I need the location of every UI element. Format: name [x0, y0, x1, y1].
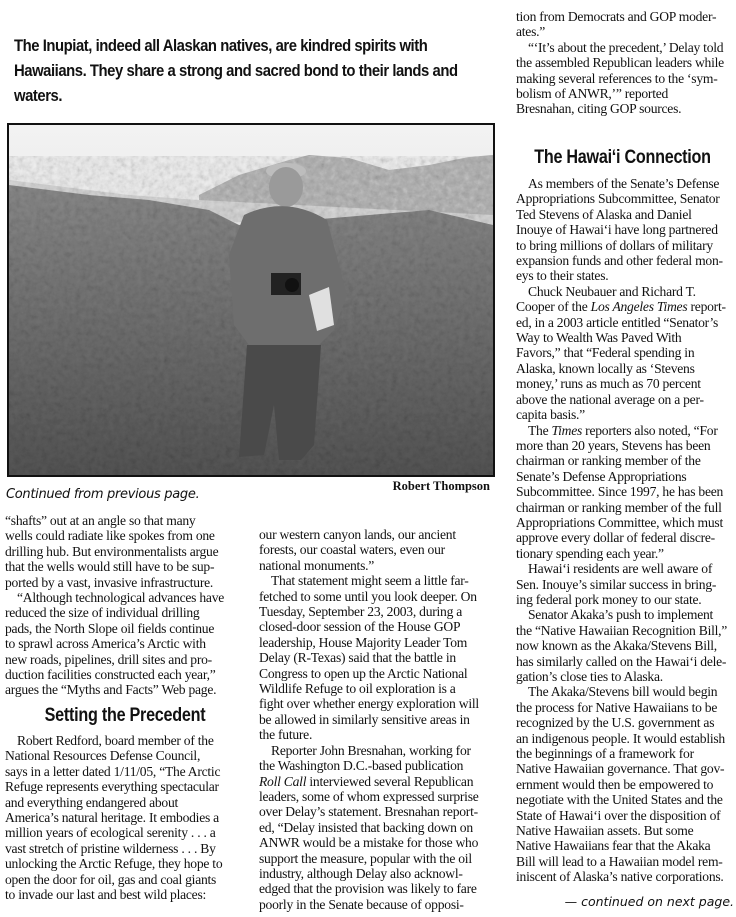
text-line: Reporter John Bresnahan, working for	[271, 742, 471, 758]
text-line: the future.	[259, 727, 313, 743]
trousers	[239, 345, 321, 460]
text-line: making several references to the ‘sym-	[516, 70, 718, 86]
text-line: and everything endangered about	[5, 794, 179, 810]
text-line: fetched to some until you look deeper. On	[259, 588, 477, 604]
text-line: money,’ runs as much as 70 percent	[516, 376, 701, 392]
text-line: Senate’s Defense Appropriations	[516, 468, 687, 484]
text-line: has similarly called on the Hawai‘i dele-	[516, 653, 727, 669]
text-line: Ted Stevens of Alaska and Daniel	[516, 206, 692, 222]
text-line: Sen. Inouye’s similar success in bring-	[516, 576, 717, 592]
text-line: now known as the Akaka/Stevens Bill,	[516, 638, 717, 654]
pull-quote-line: Hawaiians. They share a strong and sacred bond to their lands and	[14, 62, 458, 80]
text-line: our western canyon lands, our ancient	[259, 527, 456, 542]
text-line: open the door for oil, gas and coal giants	[5, 871, 217, 887]
face	[269, 167, 303, 207]
article-column-1-continued	[5, 733, 245, 902]
text-line: the “Native Hawaiian Recognition Bill,”	[516, 622, 728, 638]
pull-quote	[14, 34, 487, 109]
text-line: ates.”	[516, 24, 546, 40]
article-column-3-continued	[516, 176, 736, 885]
text-line: Congress to open up the Arctic National	[259, 665, 468, 681]
text-line: argues the “Myths and Facts” Web page.	[5, 682, 217, 698]
text-line: wells could radiate like spokes from one	[5, 528, 215, 544]
text-line: Appropriations Committee, which must	[516, 514, 723, 530]
text-line: Hawai‘i residents are well aware of	[528, 561, 713, 577]
photo-credit: Robert Thompson	[392, 479, 490, 493]
continued-next-label: — continued on next page.	[564, 894, 734, 909]
text-line: pads, the North Slope oil fields continue	[5, 620, 215, 636]
text-line: Alaska, known locally as ‘Stevens	[516, 360, 695, 376]
text-line: Way to Wealth Was Paved With	[516, 330, 682, 346]
photo-image	[9, 125, 493, 475]
text-line: Appropriations Subcommittee, Senator	[516, 191, 720, 207]
text-line: ed, “Delay insisted that backing down on	[259, 819, 473, 835]
text-line: iniscent of Alaska’s native corporations.	[516, 869, 724, 885]
text-line: unlocking the Arctic Refuge, they hope to	[5, 856, 223, 872]
text-line: million years of ecological serenity . . . a	[5, 825, 216, 841]
text-line: That statement might seem a little far-	[271, 573, 469, 589]
text-line: approve every dollar of federal discre-	[516, 530, 715, 546]
text-line: Refuge represents everything spectacular	[5, 779, 219, 795]
text-line: that the wells would still have to be sup-	[5, 559, 215, 575]
text-line: chairman or ranking member of the full	[516, 499, 722, 515]
text-span: Cooper of the	[516, 299, 591, 315]
section-heading-hawaii-connection: The Hawai‘i Connection	[534, 147, 711, 168]
publication-name: Los Angeles Times	[590, 299, 688, 315]
text-line: Tuesday, September 23, 2003, during a	[259, 604, 463, 620]
text-line: eys to their states.	[516, 268, 609, 284]
text-line: Native Hawaiian governance. That gov-	[516, 761, 725, 777]
text-line: The Akaka/Stevens bill would begin	[528, 684, 718, 700]
text-line: industry, although Delay also acknowl-	[259, 865, 463, 881]
text-line	[516, 423, 736, 438]
text-line: chairman or ranking member of the	[516, 453, 701, 469]
text-line: National Resources Defense Council,	[5, 748, 201, 764]
text-line: ernment would then be empowered to	[516, 776, 714, 792]
photo-man-in-tundra	[7, 123, 495, 477]
text-line: negotiate with the United States and the	[516, 792, 723, 808]
continued-from-label: Continued from previous page.	[6, 487, 200, 502]
text-line: to invade our last and best wild places:	[5, 887, 207, 903]
text-line: edged that the provision was likely to fare	[259, 881, 477, 897]
text-line: Senator Akaka’s push to implement	[528, 607, 714, 623]
article-column-2	[259, 527, 499, 912]
camera-lens	[285, 278, 299, 292]
text-line: State of Hawai‘i over the disposition of	[516, 807, 721, 823]
text-line: Delay (R-Texas) said that the battle in	[259, 650, 456, 666]
text-line	[516, 299, 736, 314]
text-line: above the national average on a per-	[516, 391, 704, 407]
text-span: reporters also noted, “For	[582, 422, 718, 438]
article-column-3	[516, 9, 736, 117]
text-line: an indigenous people. It would establish	[516, 730, 725, 746]
text-line: Inouye of Hawai‘i have long partnered	[516, 222, 718, 238]
text-line: Native Hawaiian assets. But some	[516, 823, 694, 839]
text-line: Wildlife Refuge to oil exploration is a	[259, 681, 456, 697]
text-line: closed-door session of the House GOP	[259, 619, 461, 635]
text-line: over Delay’s statement. Bresnahan report-	[259, 804, 478, 820]
text-line: leaders, some of whom expressed surprise	[259, 788, 479, 804]
text-line: to bring millions of dollars of military	[516, 237, 713, 253]
text-span: report-	[687, 299, 726, 315]
text-line: bolism of ANWR,’” reported	[516, 86, 669, 102]
text-line: Robert Redford, board member of the	[17, 733, 214, 748]
text-line	[259, 774, 499, 789]
text-line: to sprawl across America’s Arctic with	[5, 636, 206, 652]
text-line: Bill will lead to a Hawaiian model rem-	[516, 853, 723, 869]
text-line: ed, in a 2003 article entitled “Senator’s	[516, 314, 719, 330]
text-line: recognized by the U.S. government as	[516, 715, 715, 731]
text-line: ANWR would be a mistake for those who	[259, 835, 479, 851]
text-line: “Although technological advances have	[17, 590, 225, 606]
text-line: says in a letter dated 1/11/05, “The Arctic	[5, 763, 221, 779]
text-line: “shafts” out at an angle so that many	[5, 513, 196, 528]
text-line: tion from Democrats and GOP moder-	[516, 9, 717, 24]
text-line: the process for Native Hawaiians to be	[516, 699, 718, 715]
text-line: vast stretch of pristine wilderness . . . By	[5, 840, 216, 856]
article-column-1	[5, 513, 245, 698]
text-line: fight over whether energy exploration will	[259, 696, 479, 712]
text-line: more than 20 years, Stevens has been	[516, 437, 711, 453]
text-line: national monuments.”	[259, 557, 375, 573]
text-span: interviewed several Republican	[306, 773, 474, 789]
text-span: The	[528, 422, 552, 438]
text-line: Subcommittee. Since 1997, he has been	[516, 484, 724, 500]
text-line: capita basis.”	[516, 407, 585, 423]
text-line: Chuck Neubauer and Richard T.	[528, 283, 696, 299]
text-line: new roads, pipelines, drill sites and pro-	[5, 651, 212, 667]
text-line: “‘It’s about the precedent,’ Delay told	[528, 39, 724, 55]
text-line: Native Hawaiians fear that the Akaka	[516, 838, 711, 854]
text-line: expansion funds and other federal mon-	[516, 253, 723, 269]
text-line: poorly in the Senate because of opposi-	[259, 896, 464, 912]
text-line: Bresnahan, citing GOP sources.	[516, 101, 682, 117]
publication-name: Roll Call	[259, 773, 307, 789]
text-line: gation’s close ties to Alaska.	[516, 669, 663, 684]
text-line: ing federal pork money to our state.	[516, 591, 702, 607]
text-line: Favors,” that “Federal spending in	[516, 345, 695, 361]
publication-name: Times	[551, 422, 583, 438]
text-line: duction facilities constructed each year,”	[5, 667, 216, 683]
text-line: the beginnings of a framework for	[516, 746, 694, 762]
section-heading-setting-the-precedent: Setting the Precedent	[44, 705, 206, 726]
text-line: the assembled Republican leaders while	[516, 55, 724, 71]
text-line: support the measure, popular with the oil	[259, 850, 472, 866]
text-line: leadership, House Majority Leader Tom	[259, 634, 468, 650]
text-line: reduced the size of individual drilling	[5, 605, 200, 621]
text-line: drilling hub. But environmentalists argue	[5, 543, 219, 559]
text-line: America’s natural heritage. It embodies a	[5, 810, 219, 826]
pull-quote-line: The Inupiat, indeed all Alaskan natives, are kindred spirits with	[14, 37, 428, 55]
text-line: the Washington D.C.-based publication	[259, 758, 464, 774]
text-line: tionary spending each year.”	[516, 545, 664, 561]
text-line: forests, our coastal waters, even our	[259, 542, 445, 558]
text-line: As members of the Senate’s Defense	[528, 176, 720, 191]
text-line: ported by a vast, invasive infrastructure.	[5, 574, 214, 590]
text-line: be allowed in similarly sensitive areas in	[259, 711, 470, 727]
pull-quote-line: waters.	[14, 87, 63, 105]
